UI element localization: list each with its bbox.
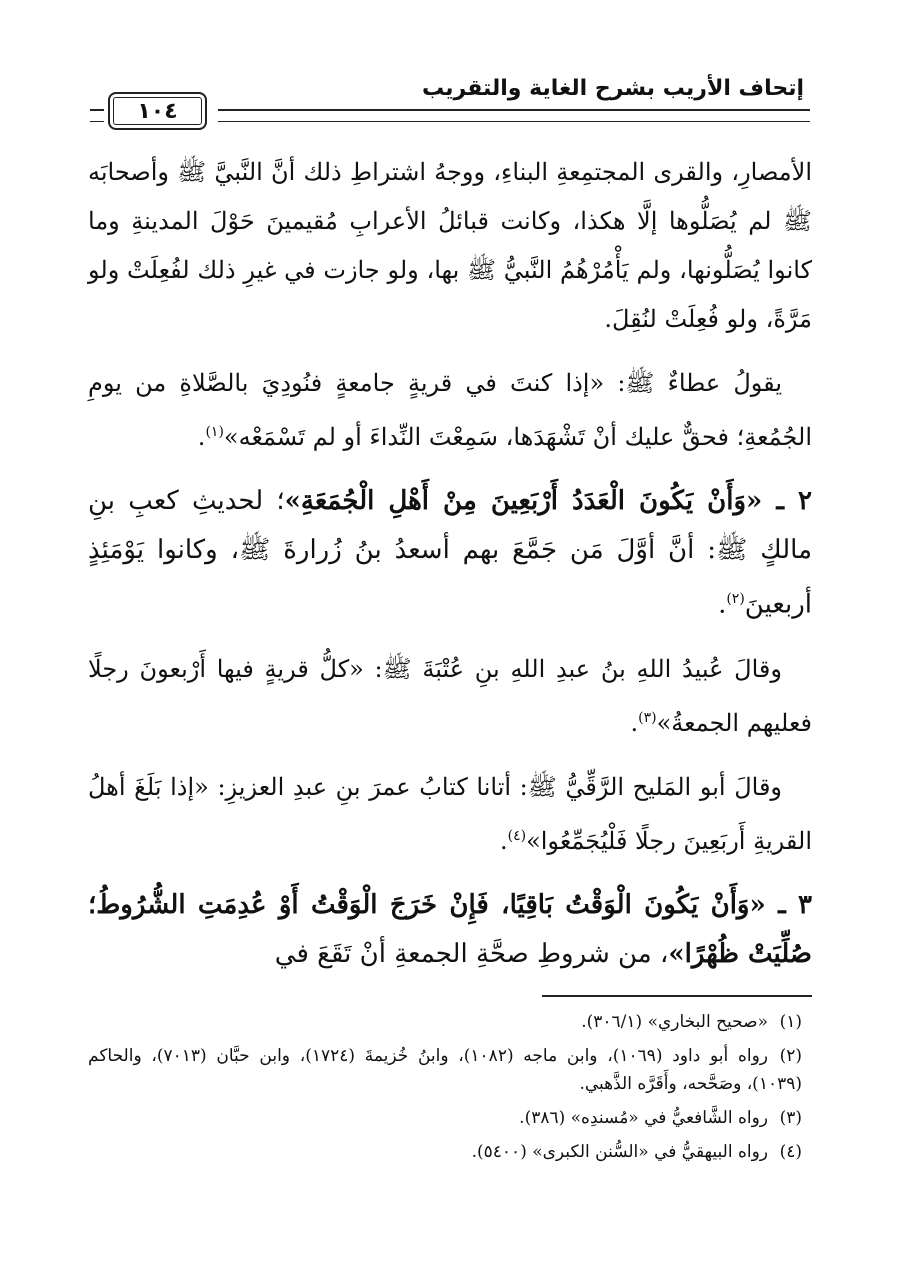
- paragraph-text: ؛ لحديثِ كعبِ بنِ مالكٍ ﷺ: أنَّ أوَّلَ مَن جَمَّعَ بهم أسعدُ بنُ زُرارةَ ﷺ، وكانوا يَوْمَئِذٍ أربعينَ: [88, 486, 812, 620]
- paragraph: وقالَ عُبيدُ اللهِ بنُ عبدِ اللهِ بنِ عُتْبَةَ ﷺ: «كلُّ قريةٍ فيها أَرْبعونَ رجلًا فعليهم الجمعةُ»$^{(٣)}$.: [88, 654, 812, 737]
- footnote-text: رواه البيهقيُّ في «السُّنن الكبرى» (٥٤٠٠).: [471, 1142, 768, 1162]
- footnote-ref: (٣): [638, 709, 657, 726]
- header-rule: [218, 109, 810, 122]
- matn-heading: ٢ ـ «وَأَنْ يَكُونَ الْعَدَدُ أَرْبَعِينَ مِنْ أَهْلِ الْجُمَعَةِ»: [284, 486, 812, 516]
- footnote-text: «صحيح البخاري» (٣٠٦/١).: [581, 1012, 768, 1032]
- footnote-text: رواه أبو داود (١٠٦٩)، وابن ماجه (١٠٨٢)، وابنُ خُزيمةَ (١٧٢٤)، وابن حبَّان (٧٠١٣)، والحاكم (١٠٣٩)، وصَحَّحه، وأَقَرَّه الذَّهبي.: [88, 1046, 802, 1094]
- paragraph-text: الأمصارِ، والقرى المجتمِعةِ البناءِ، ووجهُ اشتراطِ ذلك أنَّ النَّبيَّ ﷺ وأصحابَه ﷺ لم يُصَلُّوها إلَّا هكذا، وكانت قبائلُ الأعرابِ مُقيمينَ حَوْلَ المدينةِ وما كانوا يُصَلُّونها، ولم يَأْمُرْهُمُ النَّبيُّ ﷺ بها، ولو جازت في غيرِ ذلك لفُعِلَتْ ولو مَرَّةً، ولو فُعِلَتْ لنُقِلَ.: [88, 158, 812, 333]
- paragraph-text: وقالَ عُبيدُ اللهِ بنُ عبدِ اللهِ بنِ عُتْبَةَ ﷺ: «كلُّ قريةٍ فيها أَرْبعونَ رجلًا فعليهم الجمعةُ»: [88, 654, 812, 737]
- paragraph-text: يقولُ عطاءٌ ﷺ: «إذا كنتَ في قريةٍ جامعةٍ فنُودِيَ بالصَّلاةِ من يومِ الجُمُعةِ؛ فحقٌّ عليك أنْ تَشْهَدَها، سَمِعْتَ النِّداءَ أو لم تَسْمَعْه»: [88, 369, 812, 451]
- footnote-text: رواه الشَّافعيُّ في «مُسندِه» (٣٨٦).: [519, 1108, 768, 1128]
- footnote-number: (٣): [779, 1108, 802, 1128]
- footnote-separator: [542, 995, 812, 997]
- paragraph: ٢ ـ «وَأَنْ يَكُونَ الْعَدَدُ أَرْبَعِينَ مِنْ أَهْلِ الْجُمَعَةِ»؛ لحديثِ كعبِ بنِ مالكٍ ﷺ: أنَّ أوَّلَ مَن جَمَّعَ بهم أسعدُ بنُ زُرارةَ ﷺ، وكانوا يَوْمَئِذٍ أربعينَ$^{(٢)}$.: [88, 486, 812, 620]
- header-rule-end: [90, 109, 104, 122]
- book-title: إتحاف الأريب بشرح الغاية والتقريب: [421, 76, 804, 101]
- footnote: [88, 1008, 802, 1036]
- paragraph: [88, 881, 812, 979]
- footnote: [88, 1138, 802, 1166]
- footnote-ref: (٢): [726, 591, 745, 607]
- paragraph: وقالَ أبو المَليح الرَّقِّيُّ ﷺ: أتانا كتابُ عمرَ بنِ عبدِ العزيزِ: «إذا بَلَغَ أهلُ القريةِ أَربَعِينَ رجلًا فَلْيُجَمِّعُوا»$^{(٤)}$.: [88, 772, 812, 855]
- footnote: [88, 1042, 802, 1098]
- footnote-number: (٢): [779, 1046, 803, 1066]
- page-header: [90, 62, 810, 126]
- paragraph-text: وقالَ أبو المَليح الرَّقِّيُّ ﷺ: أتانا كتابُ عمرَ بنِ عبدِ العزيزِ: «إذا بَلَغَ أهلُ القريةِ أَربَعِينَ رجلًا فَلْيُجَمِّعُوا»: [88, 772, 812, 855]
- footnote-number: (١): [779, 1012, 802, 1032]
- paragraph: يقولُ عطاءٌ ﷺ: «إذا كنتَ في قريةٍ جامعةٍ فنُودِيَ بالصَّلاةِ من يومِ الجُمُعةِ؛ فحقٌّ عليك أنْ تَشْهَدَها، سَمِعْتَ النِّداءَ أو لم تَسْمَعْه»$^{(١)}$.: [88, 369, 812, 451]
- matn-heading: ٣ ـ «وَأَنْ يَكُونَ الْوَقْتُ بَاقِيًا، فَإِنْ خَرَجَ الْوَقْتُ أَوْ عُدِمَتِ الشُّرُوطُ؛ صُلِّيَتْ ظُهْرًا»: [88, 889, 812, 969]
- footnote: [88, 1104, 802, 1132]
- footnote-ref: (١): [205, 424, 224, 440]
- main-text: [88, 148, 812, 994]
- paragraph: [88, 148, 812, 344]
- paragraph-text: ، من شروطِ صحَّةِ الجمعةِ أنْ تَقَعَ في: [274, 938, 669, 969]
- page-number: ١٠٤: [108, 92, 207, 130]
- footnote-number: (٤): [779, 1142, 802, 1162]
- footnotes: [88, 1008, 802, 1172]
- footnote-ref: (٤): [507, 827, 527, 844]
